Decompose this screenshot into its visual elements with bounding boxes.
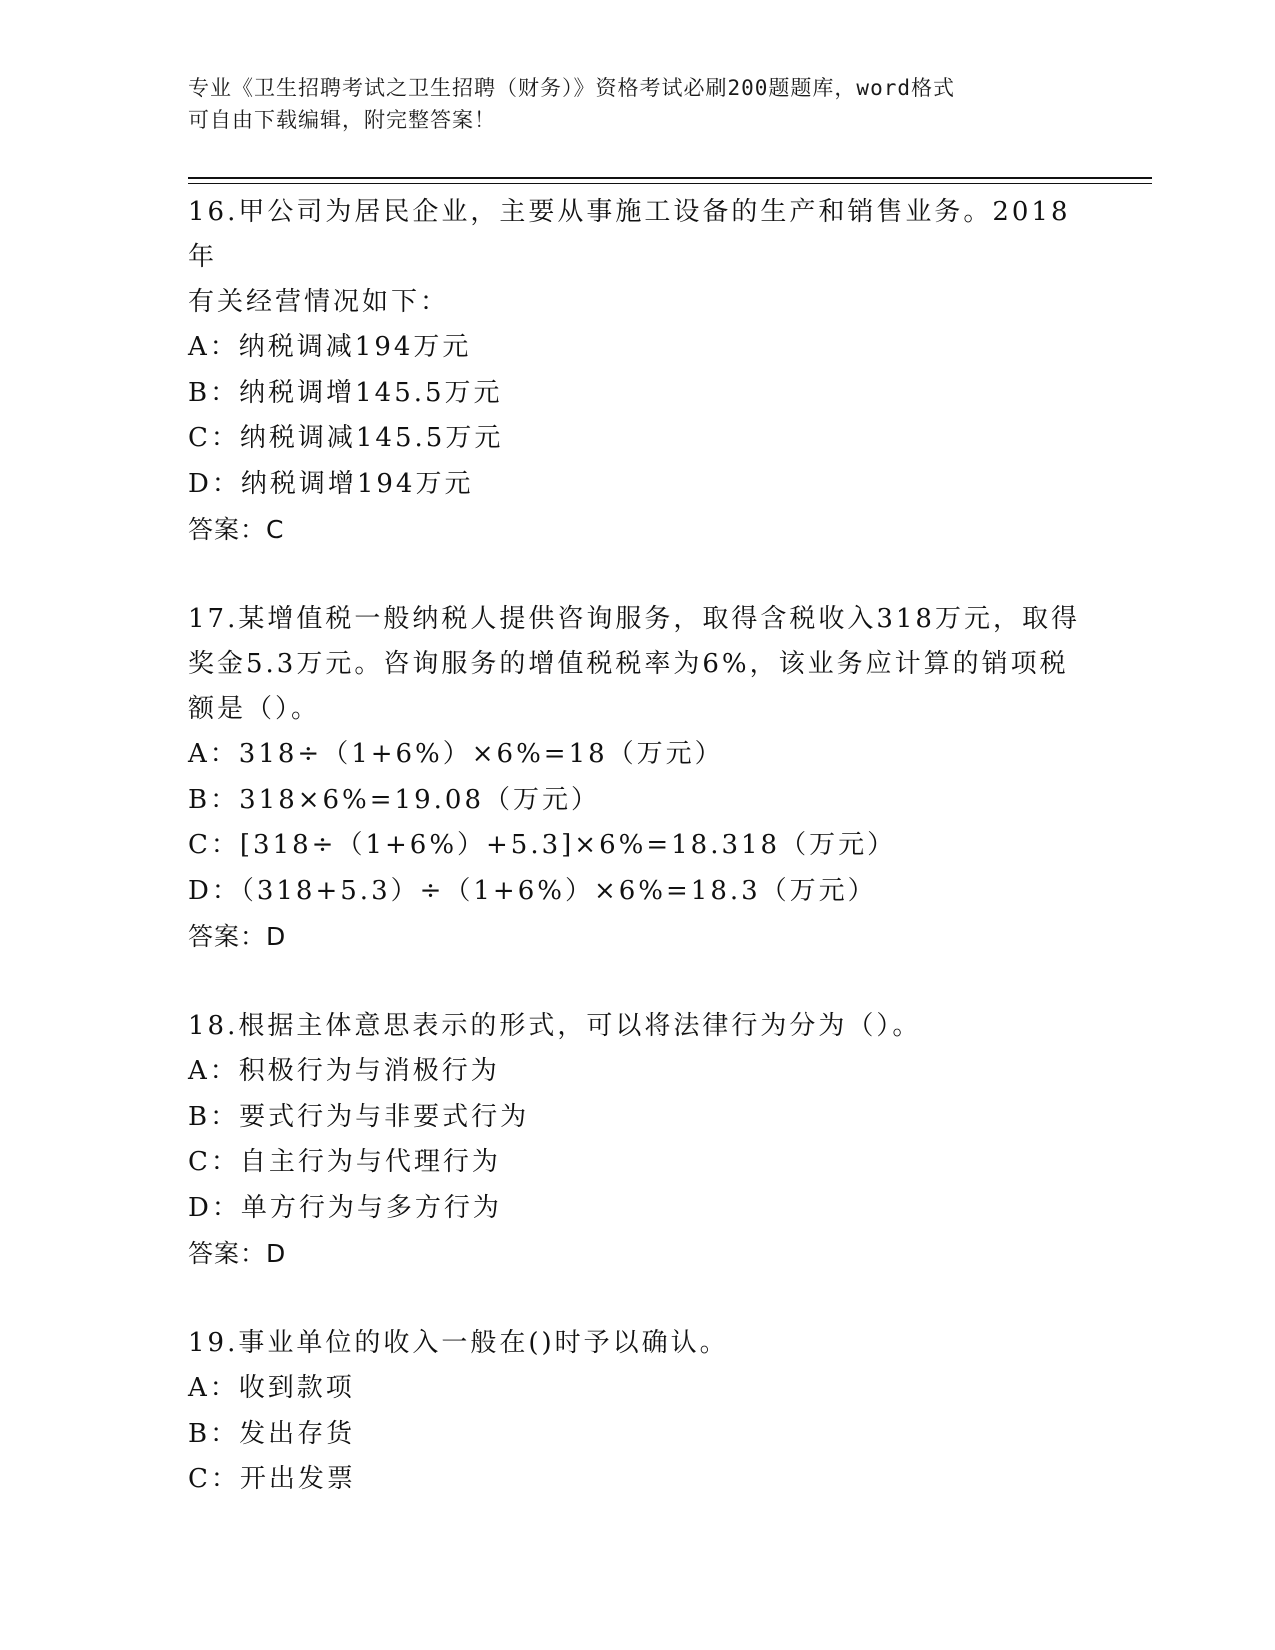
option-c: C：纳税调减145.5万元 bbox=[188, 423, 504, 453]
question-gap bbox=[188, 553, 1088, 597]
option-d: D：（318+5.3）÷（1+6%）×6%=18.3（万元） bbox=[188, 875, 877, 906]
question-19 bbox=[188, 1321, 1088, 1503]
option-a: A：纳税调减194万元 bbox=[188, 332, 472, 362]
option-b: B：发出存货 bbox=[188, 1418, 356, 1449]
question-17 bbox=[188, 597, 1088, 960]
option-c: C：开出发票 bbox=[188, 1464, 356, 1494]
option-a: A：318÷（1+6%）×6%=18（万元） bbox=[188, 739, 724, 769]
answer-line: 答案：C bbox=[188, 515, 285, 544]
document-header bbox=[188, 72, 1088, 136]
question-16 bbox=[188, 190, 1088, 553]
question-gap bbox=[188, 1277, 1088, 1321]
answer-line: 答案：D bbox=[188, 922, 287, 951]
option-d: D：单方行为与多方行为 bbox=[188, 1192, 502, 1223]
option-b: B：要式行为与非要式行为 bbox=[188, 1101, 530, 1132]
question-18 bbox=[188, 1004, 1088, 1277]
header-line-2: 可自由下载编辑，附完整答案！ bbox=[188, 108, 496, 132]
answer-line: 答案：D bbox=[188, 1239, 287, 1268]
question-stem-line: 额是（）。 bbox=[188, 694, 321, 724]
question-stem-line: 有关经营情况如下： bbox=[188, 287, 450, 317]
question-stem-line: 19.事业单位的收入一般在()时予以确认。 bbox=[188, 1328, 729, 1358]
question-stem-line: 17.某增值税一般纳税人提供咨询服务，取得含税收入318万元，取得 bbox=[188, 604, 1080, 634]
option-b: B：纳税调增145.5万元 bbox=[188, 377, 503, 408]
question-stem-line: 奖金5.3万元。咨询服务的增值税税率为6%，该业务应计算的销项税 bbox=[188, 649, 1069, 679]
question-stem-line: 18.根据主体意思表示的形式，可以将法律行为分为（）。 bbox=[188, 1011, 922, 1041]
option-c: C：[318÷（1+6%）+5.3]×6%=18.318（万元） bbox=[188, 830, 897, 860]
option-b: B：318×6%=19.08（万元） bbox=[188, 784, 600, 815]
option-c: C：自主行为与代理行为 bbox=[188, 1147, 501, 1177]
question-gap bbox=[188, 960, 1088, 1004]
option-a: A：积极行为与消极行为 bbox=[188, 1056, 500, 1086]
question-list bbox=[188, 190, 1088, 1503]
header-divider bbox=[188, 177, 1152, 179]
header-line-1: 专业《卫生招聘考试之卫生招聘（财务）》资格考试必刷200题题库，word格式 bbox=[188, 76, 955, 100]
question-stem-line: 16.甲公司为居民企业，主要从事施工设备的生产和销售业务。2018年 bbox=[188, 197, 1071, 272]
header-divider-thin bbox=[188, 183, 1152, 184]
option-d: D：纳税调增194万元 bbox=[188, 468, 474, 499]
option-a: A：收到款项 bbox=[188, 1373, 355, 1403]
